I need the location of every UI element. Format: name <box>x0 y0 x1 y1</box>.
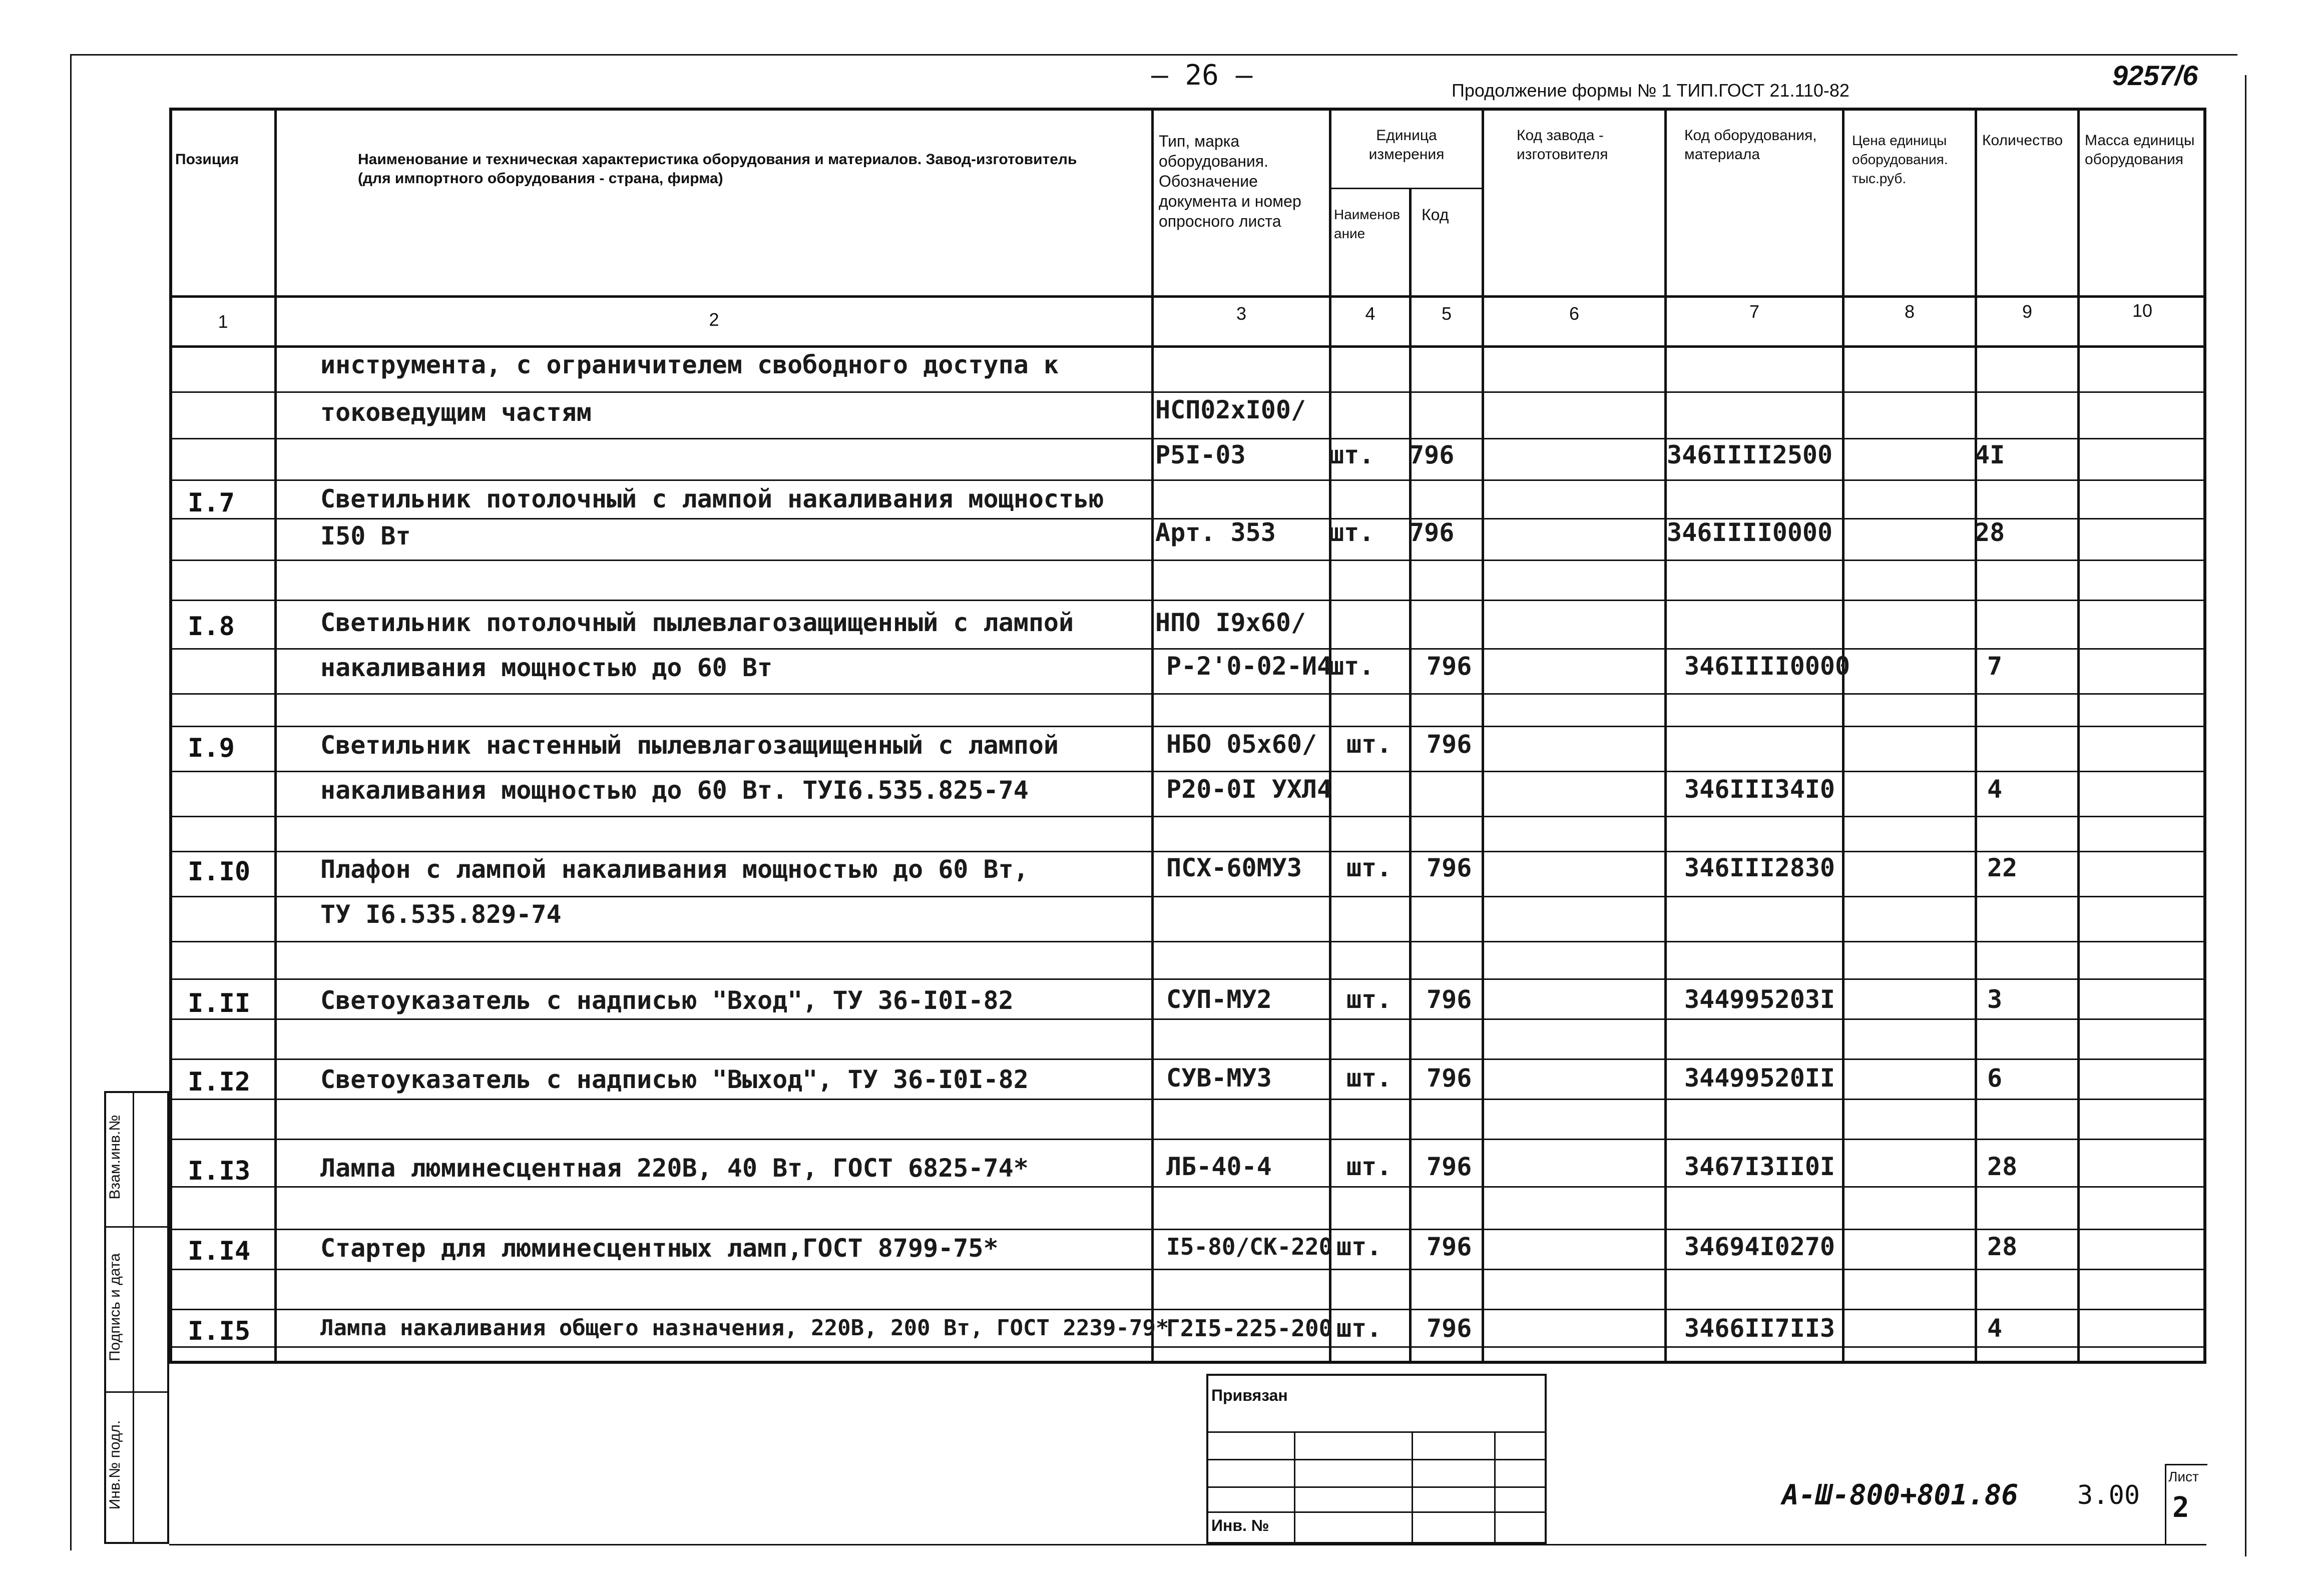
row-line <box>169 726 2206 727</box>
row-name: накаливания мощностью до 60 Вт <box>320 653 773 682</box>
row-position: I.I3 <box>188 1156 251 1186</box>
row-position: I.I5 <box>188 1316 251 1346</box>
side-stamp-line <box>104 1226 169 1228</box>
unit-subheader-line <box>1329 188 1482 189</box>
colnum-2: 2 <box>709 309 719 330</box>
row-position: I.I4 <box>188 1236 251 1266</box>
row-unit: шт. <box>1336 1314 1382 1343</box>
row-name: Лампа накаливания общего назначения, 220В, 200 Вт, ГОСТ 2239-79* <box>320 1315 1169 1341</box>
row-line <box>169 693 2206 695</box>
row-qty: 28 <box>1987 1152 2018 1181</box>
row-qty: 7 <box>1987 652 2003 681</box>
stamp-vline <box>1412 1431 1413 1544</box>
row-type: I5-80/СК-220 <box>1166 1233 1333 1260</box>
row-name: Светильник потолочный пылевлагозащищенный с лампой <box>320 608 1074 637</box>
row-code: 796 <box>1427 853 1472 882</box>
row-type: НПО I9х60/ <box>1155 608 1306 637</box>
row-code: 796 <box>1427 730 1472 759</box>
page-number: – 26 – <box>1151 59 1253 92</box>
row-code: 796 <box>1427 652 1472 681</box>
side-label-podpis: Подпись и дата <box>107 1253 123 1361</box>
row-line <box>169 941 2206 942</box>
page-left-border <box>70 54 72 1550</box>
row-type: Р20-0I УХЛ4 <box>1166 775 1332 804</box>
stamp-vline <box>1494 1431 1496 1544</box>
col-mass-header: Масса единицы оборудования <box>2085 132 2195 168</box>
row-qty: 28 <box>1975 518 2005 547</box>
row-line <box>169 771 2206 772</box>
row-equip: 346III34I0 <box>1684 775 1835 804</box>
side-label-vzam: Взам.инв.№ <box>107 1115 123 1200</box>
row-line <box>169 648 2206 650</box>
col-line-1 <box>274 108 277 1364</box>
row-qty: 28 <box>1987 1232 2018 1261</box>
colnum-1: 1 <box>218 311 228 332</box>
col-unit-header: Единица измерения <box>1368 127 1445 163</box>
col-unit-code-header: Код <box>1422 206 1449 224</box>
row-equip: 34694I0270 <box>1684 1232 1835 1261</box>
row-code: 796 <box>1427 985 1472 1014</box>
row-line <box>169 560 2206 561</box>
side-stamp-line <box>133 1091 134 1544</box>
row-line <box>169 600 2206 601</box>
row-type: НСП02хI00/ <box>1155 395 1306 424</box>
row-line <box>169 816 2206 817</box>
row-name: Стартер для люминесцентных ламп,ГОСТ 8799-75* <box>320 1234 999 1263</box>
col-line-7 <box>1842 108 1844 1364</box>
row-equip: 3467I3II0I <box>1684 1152 1835 1181</box>
col-name-header: Наименование и техническая характеристика оборудования и материалов. Завод-изготовитель (для импортного оборудования - страна, фирма) <box>358 151 1077 187</box>
row-line <box>169 1309 2206 1310</box>
row-line <box>169 1099 2206 1100</box>
stamp-vline <box>1294 1431 1295 1544</box>
row-type: СУВ-МУ3 <box>1166 1063 1272 1093</box>
row-code: 796 <box>1409 518 1455 547</box>
row-name: Светоуказатель с надписью "Вход", ТУ 36-I0I-82 <box>320 986 1014 1015</box>
form-caption: Продолжение формы № 1 ТИП.ГОСТ 21.110-82 <box>1452 80 1850 101</box>
side-label-inv-podl: Инв.№ подл. <box>107 1420 123 1510</box>
colnum-9: 9 <box>2022 301 2033 322</box>
sheet-box-top <box>2165 1464 2207 1465</box>
row-name: Светильник потолочный с лампой накаливания мощностью <box>320 484 1104 513</box>
row-name: Светоуказатель с надписью "Выход", ТУ 36-I0I-82 <box>320 1065 1029 1094</box>
row-qty: 22 <box>1987 853 2018 882</box>
privyazan-label: Привязан <box>1211 1386 1288 1404</box>
row-name: инструмента, с ограничителем свободного доступа к <box>320 350 1059 379</box>
row-code: 796 <box>1427 1314 1472 1343</box>
row-qty: 4 <box>1987 1314 2003 1343</box>
stamp-line <box>1206 1459 1547 1460</box>
row-name: Плафон с лампой накаливания мощностью до 60 Вт, <box>320 855 1029 884</box>
colnum-6: 6 <box>1569 303 1580 324</box>
colnum-7: 7 <box>1749 301 1760 322</box>
row-type: НБО 05х60/ <box>1166 730 1317 759</box>
col-line-8 <box>1975 108 1977 1364</box>
row-line <box>169 1229 2206 1230</box>
doc-suffix: 3.00 <box>2077 1480 2140 1510</box>
colnum-3: 3 <box>1236 303 1247 324</box>
col-line-9 <box>2077 108 2080 1364</box>
row-position: I.7 <box>188 488 235 518</box>
row-equip: 346IIII0000 <box>1667 518 1833 547</box>
colnum-10: 10 <box>2132 300 2153 321</box>
row-code: 796 <box>1409 440 1455 469</box>
row-code: 796 <box>1427 1063 1472 1093</box>
sheet-label: Лист <box>2168 1469 2199 1484</box>
col-line-2 <box>1151 108 1154 1364</box>
row-line <box>169 438 2206 439</box>
col-unit-name-header: Наименование <box>1334 207 1401 241</box>
row-position: I.I2 <box>188 1067 251 1097</box>
stamp-line <box>1206 1511 1547 1513</box>
col-qty-header: Количество <box>1982 132 2063 149</box>
row-equip: 346III2830 <box>1684 853 1835 882</box>
colnum-8: 8 <box>1904 301 1915 322</box>
row-code: 796 <box>1427 1232 1472 1261</box>
row-qty: 4 <box>1987 775 2003 804</box>
row-code: 796 <box>1427 1152 1472 1181</box>
row-unit: шт. <box>1346 730 1392 759</box>
header-divider <box>169 295 2206 298</box>
row-qty: 3 <box>1987 985 2003 1014</box>
row-qty: 6 <box>1987 1063 2003 1093</box>
row-equip: 346IIII0000 <box>1684 652 1851 681</box>
row-line <box>169 1269 2206 1270</box>
row-line <box>169 1018 2206 1020</box>
colnum-divider <box>169 345 2206 348</box>
row-name: I50 Вт <box>320 521 411 551</box>
row-type: Г2I5-225-200 <box>1166 1315 1333 1342</box>
row-line <box>169 391 2206 393</box>
row-line <box>169 479 2206 481</box>
col-price-header: Цена единицы оборудования. тыс.руб. <box>1852 133 1948 186</box>
col-equip-code-header: Код оборудования, материала <box>1684 127 1817 163</box>
row-position: I.I0 <box>188 857 251 887</box>
row-line <box>169 1346 2206 1348</box>
row-line <box>169 896 2206 897</box>
row-line <box>169 851 2206 852</box>
row-position: I.8 <box>188 612 235 642</box>
col-factory-code-header: Код завода - изготовителя <box>1517 127 1608 163</box>
page-top-border <box>70 54 2237 56</box>
row-unit: шт. <box>1346 1063 1392 1093</box>
row-type: ЛБ-40-4 <box>1166 1152 1272 1181</box>
row-equip: 344995203I <box>1684 985 1835 1014</box>
row-type: Р-2'0-02-И4 <box>1166 652 1332 681</box>
row-unit: шт. <box>1329 440 1374 469</box>
row-line <box>169 1139 2206 1140</box>
row-name: накаливания мощностью до 60 Вт. ТУI6.535.825-74 <box>320 776 1029 805</box>
col-line-3 <box>1329 108 1331 1364</box>
colnum-5: 5 <box>1441 303 1452 324</box>
doc-designation: А-Ш-800+801.86 <box>1782 1479 2019 1511</box>
sheet-box-line <box>2165 1464 2166 1544</box>
row-unit: шт. <box>1346 853 1392 882</box>
row-equip: 3466II7II3 <box>1684 1314 1835 1343</box>
side-stamp-line <box>104 1391 169 1393</box>
stamp-line <box>1206 1431 1547 1433</box>
col-line-6 <box>1664 108 1667 1364</box>
row-unit: шт. <box>1329 518 1374 547</box>
row-equip: 34499520II <box>1684 1063 1835 1093</box>
col-position-header: Позиция <box>175 151 239 168</box>
col-type-header: Тип, марка оборудования. Обозначение документа и номер опросного листа <box>1159 132 1301 230</box>
row-unit: шт. <box>1336 1232 1382 1261</box>
row-position: I.9 <box>188 733 235 763</box>
row-unit: шт. <box>1346 1152 1392 1181</box>
row-unit: шт. <box>1329 652 1374 681</box>
row-position: I.II <box>188 988 251 1018</box>
inv-no-label: Инв. № <box>1211 1516 1269 1534</box>
row-line <box>169 1186 2206 1188</box>
colnum-4: 4 <box>1365 303 1375 324</box>
row-name: токоведущим частям <box>320 398 592 427</box>
row-line <box>169 978 2206 980</box>
page-right-border <box>2245 75 2246 1556</box>
document-code: 9257/6 <box>2112 60 2198 91</box>
row-qty: 4I <box>1975 440 2005 469</box>
row-line <box>169 1058 2206 1060</box>
row-name: ТУ I6.535.829-74 <box>320 900 562 929</box>
row-type: СУП-МУ2 <box>1166 985 1272 1014</box>
row-type: ПСХ-60МУ3 <box>1166 853 1302 882</box>
col-line-5 <box>1482 108 1484 1364</box>
stamp-line <box>1206 1486 1547 1488</box>
bottom-line <box>169 1544 2206 1545</box>
row-name: Светильник настенный пылевлагозащищенный с лампой <box>320 731 1059 760</box>
row-unit: шт. <box>1346 985 1392 1014</box>
row-type: Арт. 353 <box>1155 518 1276 547</box>
row-type: Р5I-03 <box>1155 440 1246 469</box>
sheet-number: 2 <box>2172 1491 2189 1524</box>
row-equip: 346IIII2500 <box>1667 440 1833 469</box>
row-name: Лампа люминесцентная 220В, 40 Вт, ГОСТ 6825-74* <box>320 1154 1029 1183</box>
